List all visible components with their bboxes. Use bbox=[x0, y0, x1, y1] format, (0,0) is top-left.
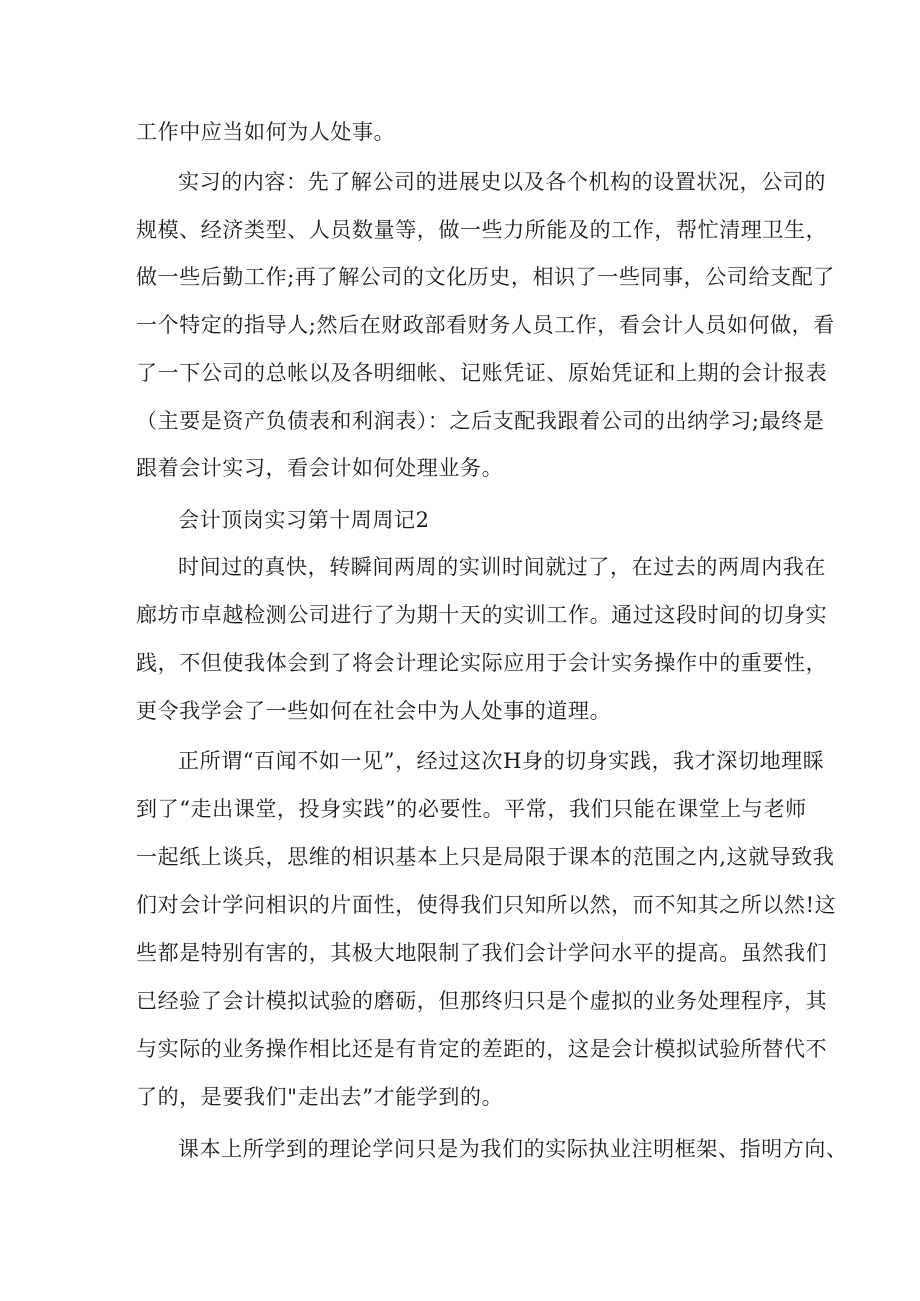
text-line: 更令我学会了一些如何在社会中为人处事的道理。 bbox=[136, 699, 612, 723]
text-line: 工作中应当如何为人处事。 bbox=[136, 120, 396, 144]
text-line: 到了“走出课堂，投身实践”的必要性。平常，我们只能在课堂上与老师 bbox=[136, 797, 807, 821]
text-line: 时间过的真快，转瞬间两周的实训时间就过了，在过去的两周内我在 bbox=[178, 555, 826, 579]
text-line: 了一下公司的总帐以及各明细帐、记账凭证、原始凭证和上期的会计报表 bbox=[136, 361, 828, 385]
text-line: 践，不但使我体会到了将会计理论实际应用于会计实务操作中的重要性， bbox=[136, 651, 828, 675]
text-line: 了的，是要我们"走出去”才能学到的。 bbox=[136, 1085, 504, 1109]
text-line: 实习的内容：先了解公司的进展史以及各个机构的设置状况，公司的 bbox=[178, 170, 826, 194]
text-line: 规模、经济类型、人员数量等，做一些力所能及的工作，帮忙清理卫生， bbox=[136, 218, 828, 242]
text-line: 些都是特别有害的，其极大地限制了我们会计学问水平的提高。虽然我们 bbox=[136, 941, 828, 965]
text-line: 课本上所学到的理论学问只是为我们的实际执业注明框架、指明方向、 bbox=[178, 1137, 848, 1161]
text-line: 已经验了会计模拟试验的磨砺，但那终归只是个虚拟的业务处理程序，其 bbox=[136, 989, 828, 1013]
text-line: （主要是资产负债表和利润表）：之后支配我跟着公司的出纳学习;最终是 bbox=[136, 409, 825, 433]
text-line: 廊坊市卓越检测公司进行了为期十天的实训工作。通过这段时间的切身实 bbox=[136, 603, 828, 627]
text-line: 跟着会计实习，看会计如何处理业务。 bbox=[136, 456, 504, 480]
text-line: 一个特定的指导人;然后在财政部看财务人员工作，看会计人员如何做，看 bbox=[136, 313, 835, 337]
text-line: 做一些后勤工作;再了解公司的文化历史，相识了一些同事，公司给支配了 bbox=[136, 265, 835, 289]
text-line: 正所谓“百闻不如一见”，经过这次H身的切身实践，我才深切地理睬 bbox=[178, 749, 825, 773]
section-heading: 会计顶岗实习第十周周记2 bbox=[178, 508, 430, 532]
text-line: 一起纸上谈兵，思维的相识基本上只是局限于课本的范围之内,这就导致我 bbox=[136, 845, 835, 869]
text-line: 们对会计学问相识的片面性，使得我们只知所以然，而不知其之所以然!这 bbox=[136, 893, 837, 917]
text-line: 与实际的业务操作相比还是有肯定的差距的，这是会计模拟试验所替代不 bbox=[136, 1037, 828, 1061]
